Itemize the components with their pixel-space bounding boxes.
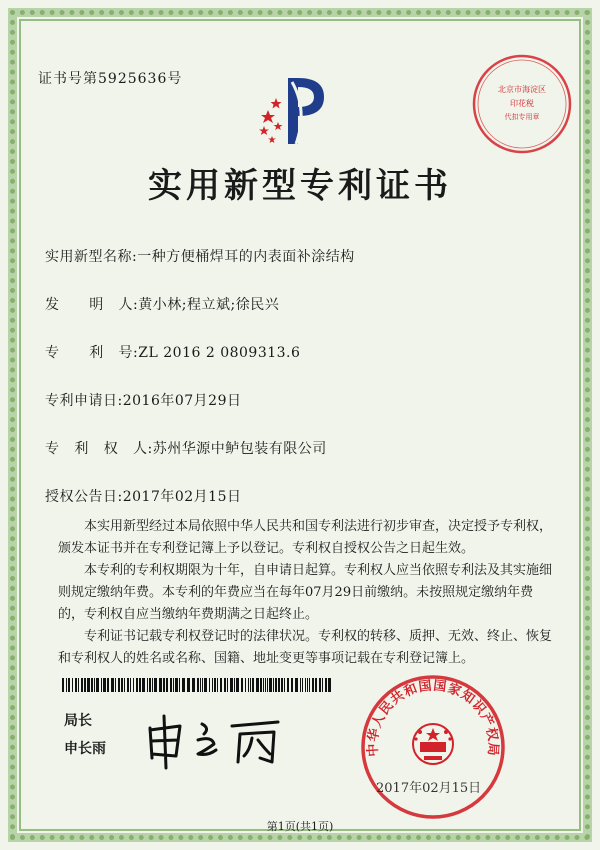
svg-text:北京市海淀区: 北京市海淀区 <box>498 85 546 94</box>
field-label: 实用新型名称: <box>45 249 138 265</box>
field-patentee <box>45 438 327 458</box>
tax-seal-stamp <box>470 52 574 156</box>
svg-text:代扣专用章: 代扣专用章 <box>504 113 540 121</box>
svg-text:中华人民共和国国家知识产权局: 中华人民共和国国家知识产权局 <box>365 678 501 758</box>
seal-date: 2017年02月15日 <box>376 781 482 796</box>
field-value: 黄小林;程立斌;徐民兴 <box>138 297 280 313</box>
body-paragraph: 本实用新型经过本局依照中华人民共和国专利法进行初步审查，决定授予专利权，颁发本证书并在专利登记簿上予以登记。专利权自授权公告之日起生效。 <box>58 519 553 556</box>
national-ip-office-seal <box>358 672 508 822</box>
director-title: 局长 <box>64 713 92 729</box>
field-value: 2017年02月15日 <box>122 489 242 505</box>
patent-office-logo-icon <box>258 70 338 150</box>
certificate-title: 实用新型专利证书 <box>148 166 452 206</box>
page-footer: 第1页(共1页) <box>266 820 334 833</box>
field-label: 专 利 号: <box>45 345 139 361</box>
field-value: 苏州华源中鲈包装有限公司 <box>152 441 327 457</box>
barcode <box>62 678 332 692</box>
field-utility-model-name <box>45 246 355 266</box>
field-announcement-date <box>45 486 241 506</box>
body-paragraph: 专利证书记载专利权登记时的法律状况。专利权的转移、质押、无效、终止、恢复和专利权人的姓名或名称、国籍、地址变更等事项记载在专利登记簿上。 <box>58 629 553 666</box>
certificate-number: 证书号第5925636号 <box>38 71 183 87</box>
field-value: 一种方便桶焊耳的内表面补涂结构 <box>137 249 355 265</box>
director-signature <box>140 710 300 770</box>
field-label: 专 利 权 人: <box>45 441 153 457</box>
director-name: 申长雨 <box>64 741 106 757</box>
field-inventors <box>45 294 279 314</box>
field-label: 发 明 人: <box>45 297 139 313</box>
field-value: ZL 2016 2 0809313.6 <box>138 345 301 361</box>
field-label: 授权公告日: <box>45 489 123 505</box>
body-paragraph: 本专利的专利权期限为十年，自申请日起算。专利权人应当依照专利法及其实施细则规定缴纳年费。本专利的年费应当在每年07月29日前缴纳。未按照规定缴纳年费的，专利权自应当缴纳年费期满之日起终止。 <box>58 563 553 622</box>
svg-text:印花税: 印花税 <box>510 99 534 108</box>
certificate-body <box>58 516 558 670</box>
field-patent-number <box>45 342 300 362</box>
field-application-date <box>45 390 241 410</box>
field-value: 2016年07月29日 <box>122 393 242 409</box>
field-label: 专利申请日: <box>45 393 123 409</box>
